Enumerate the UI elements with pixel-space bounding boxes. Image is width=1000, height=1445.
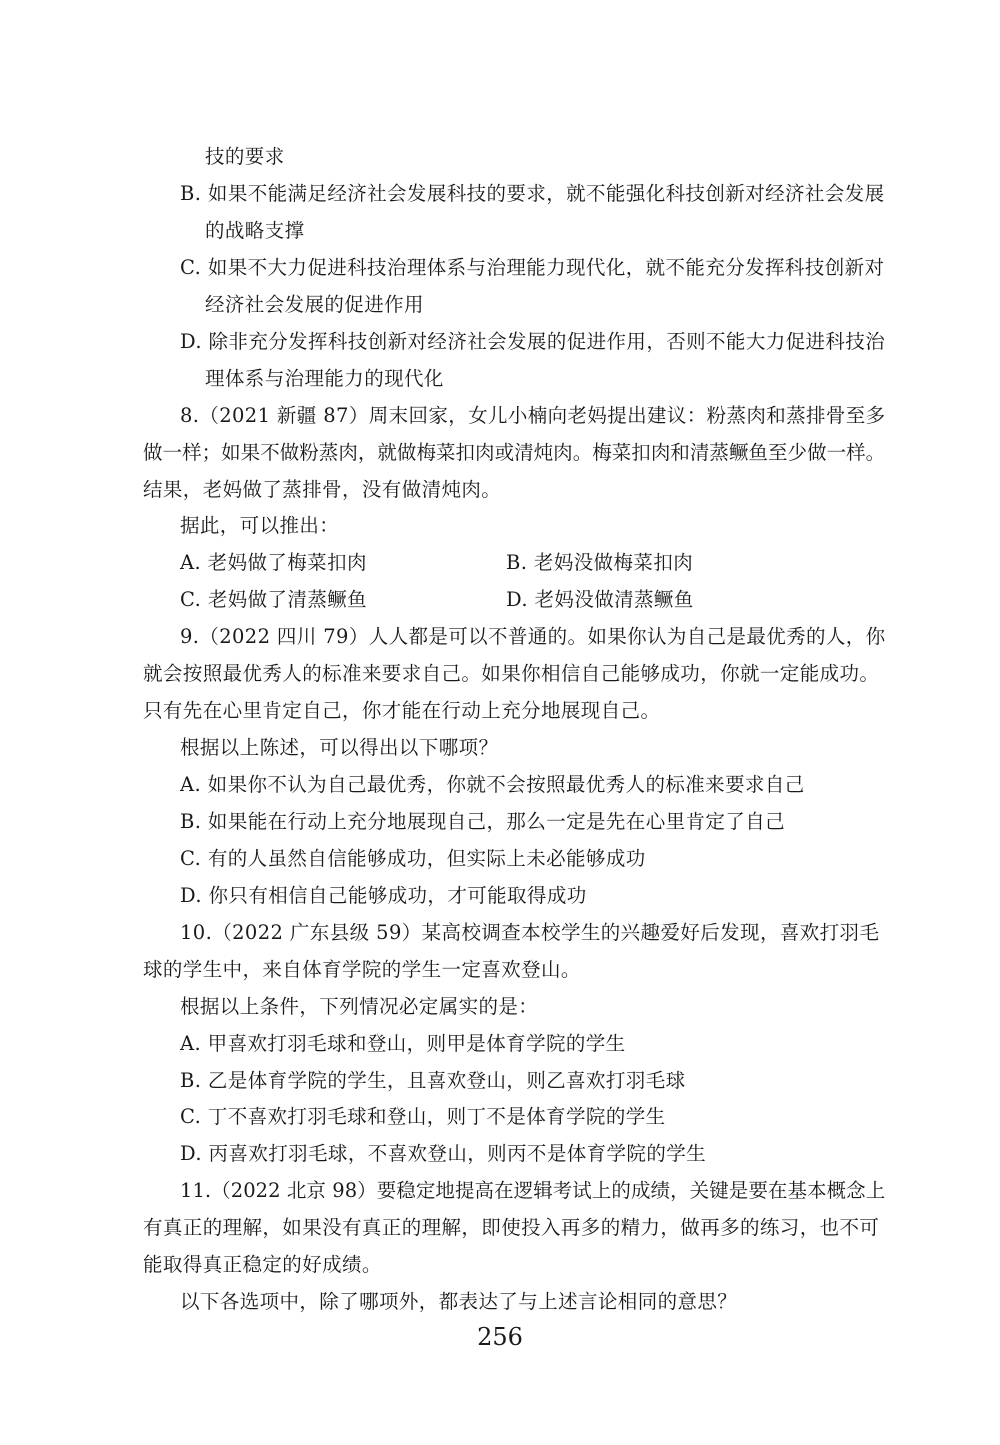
option-a: A. 如果你不认为自己最优秀，你就不会按照最优秀人的标准来要求自己 — [180, 773, 805, 796]
option-c: C. 如果不大力促进科技治理体系与治理能力现代化，就不能充分发挥科技创新对 — [180, 256, 885, 279]
option-c: C. 丁不喜欢打羽毛球和登山，则丁不是体育学院的学生 — [180, 1105, 666, 1128]
option-b: B. 乙是体育学院的学生，且喜欢登山，则乙喜欢打羽毛球 — [180, 1069, 686, 1092]
option-c: C. 有的人虽然自信能够成功，但实际上未必能够成功 — [180, 847, 646, 870]
text-line: 有真正的理解，如果没有真正的理解，即使投入再多的精力，做再多的练习，也不可 — [143, 1216, 880, 1239]
option-d: D. 除非充分发挥科技创新对经济社会发展的促进作用，否则不能大力促进科技治 — [180, 330, 886, 353]
option-d: D. 丙喜欢打羽毛球，不喜欢登山，则丙不是体育学院的学生 — [180, 1142, 707, 1165]
option-d: D. 老妈没做清蒸鳜鱼 — [506, 588, 694, 611]
option-a: A. 老妈做了梅菜扣肉 — [180, 551, 367, 574]
question-prompt: 以下各选项中，除了哪项外，都表达了与上述言论相同的意思？ — [180, 1290, 738, 1313]
text-line: 的战略支撑 — [205, 219, 305, 242]
option-d: D. 你只有相信自己能够成功，才可能取得成功 — [180, 884, 587, 907]
text-line: 球的学生中，来自体育学院的学生一定喜欢登山。 — [143, 958, 581, 981]
option-b: B. 老妈没做梅菜扣肉 — [506, 551, 694, 574]
question-11: 11.（2022 北京 98）要稳定地提高在逻辑考试上的成绩，关键是要在基本概念上 — [180, 1179, 886, 1202]
option-b: B. 如果不能满足经济社会发展科技的要求，就不能强化科技创新对经济社会发展 — [180, 182, 885, 205]
question-prompt: 根据以上陈述，可以得出以下哪项？ — [180, 736, 499, 759]
page-number: 256 — [477, 1323, 523, 1351]
option-c: C. 老妈做了清蒸鳜鱼 — [180, 588, 368, 611]
question-8: 8.（2021 新疆 87）周末回家，女儿小楠向老妈提出建议：粉蒸肉和蒸排骨至多 — [180, 404, 886, 427]
option-a: A. 甲喜欢打羽毛球和登山，则甲是体育学院的学生 — [180, 1032, 626, 1055]
question-prompt: 根据以上条件，下列情况必定属实的是： — [180, 995, 539, 1018]
text-line: 经济社会发展的促进作用 — [205, 293, 424, 316]
text-line: 只有先在心里肯定自己，你才能在行动上充分地展现自己。 — [143, 699, 661, 722]
option-b: B. 如果能在行动上充分地展现自己，那么一定是先在心里肯定了自己 — [180, 810, 786, 833]
question-10: 10.（2022 广东县级 59）某高校调查本校学生的兴趣爱好后发现，喜欢打羽毛 — [180, 921, 880, 944]
text-line: 能取得真正稳定的好成绩。 — [143, 1253, 382, 1276]
text-line: 结果，老妈做了蒸排骨，没有做清炖肉。 — [143, 478, 502, 501]
text-line: 技的要求 — [205, 145, 285, 168]
text-line: 理体系与治理能力的现代化 — [205, 367, 444, 390]
question-prompt: 据此，可以推出： — [180, 514, 340, 537]
text-line: 做一样；如果不做粉蒸肉，就做梅菜扣肉或清炖肉。梅菜扣肉和清蒸鳜鱼至少做一样。 — [143, 441, 886, 464]
question-9: 9.（2022 四川 79）人人都是可以不普通的。如果你认为自己是最优秀的人，你 — [180, 625, 886, 648]
text-line: 就会按照最优秀人的标准来要求自己。如果你相信自己能够成功，你就一定能成功。 — [143, 662, 880, 685]
